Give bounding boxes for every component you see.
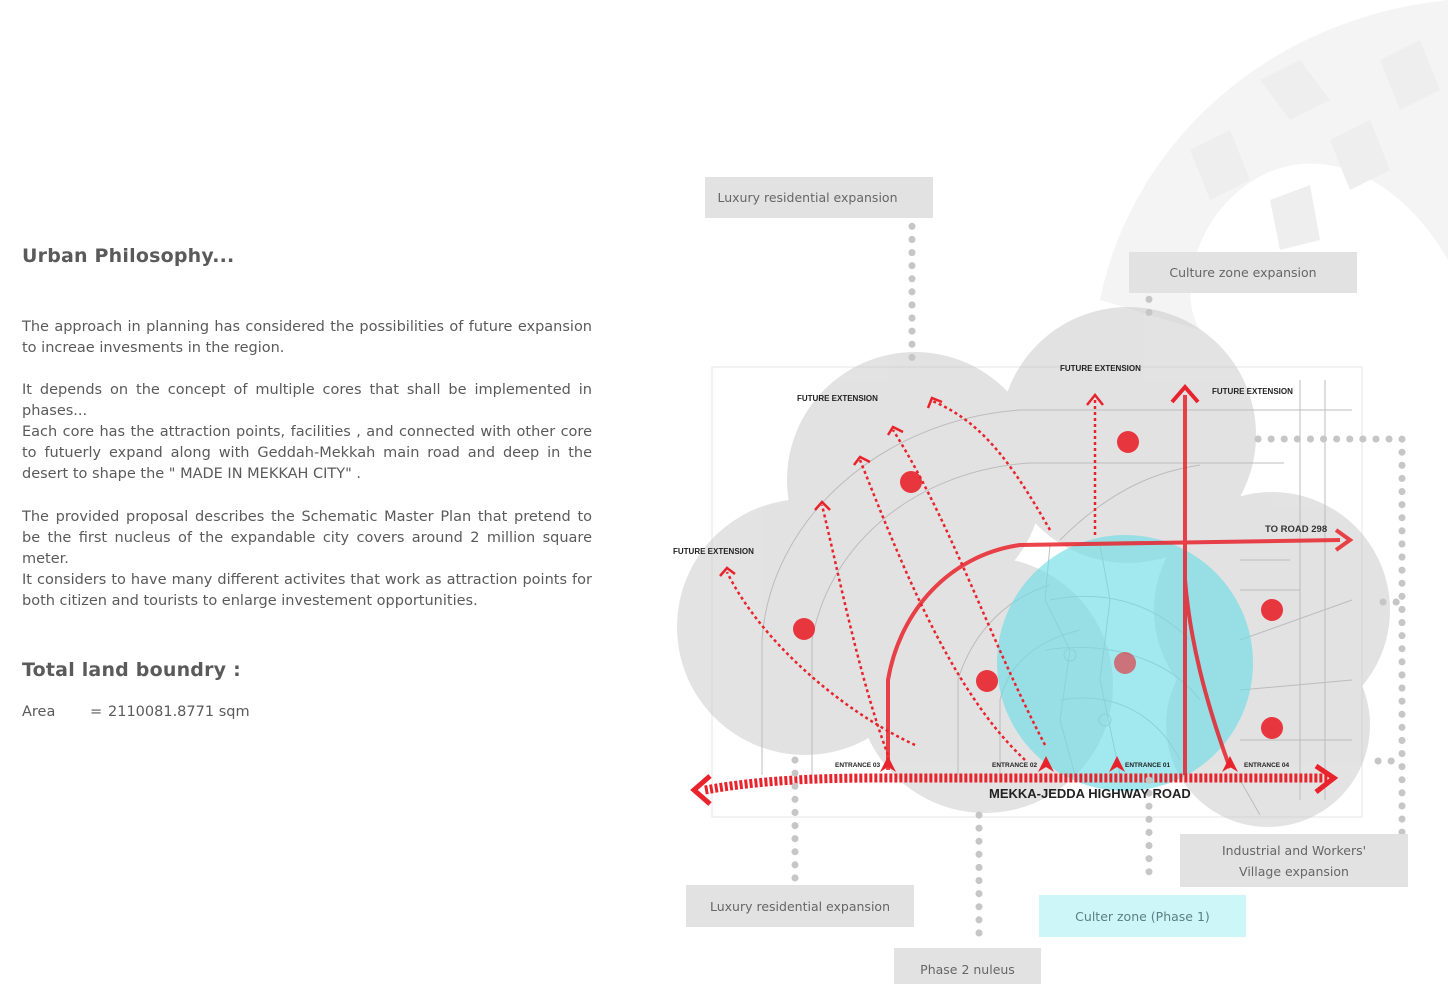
luxury-residential-top-text: Luxury residential expansion xyxy=(717,190,898,205)
luxury-residential-bottom-label xyxy=(686,885,914,927)
industrial-text-line1: Industrial and Workers' xyxy=(1221,842,1367,858)
entrance-02-label: ENTRANCE 02 xyxy=(992,762,1038,769)
paragraph-3: Each core has the attraction points, facilities , and connected with other core to futuerly expand along with Geddah-Mekkah main road and deep in the desert to shape the " MADE IN MEKKAH CITY" . xyxy=(22,424,592,482)
culter-zone-phase1-label xyxy=(1039,895,1246,937)
future-extension-label-2: FUTURE EXTENSION xyxy=(1060,364,1141,373)
future-extension-label-3: FUTURE EXTENSION xyxy=(1212,387,1293,396)
land-boundary-heading: Total land boundry : xyxy=(22,659,241,681)
page-title: Urban Philosophy... xyxy=(22,245,235,267)
area-label: Area xyxy=(22,704,56,720)
paragraph-5: It considers to have many different activites that work as attraction points for both citizen and tourists to enlarge investement opportunities. xyxy=(22,572,592,609)
highway-label: MEKKA-JEDDA HIGHWAY ROAD xyxy=(989,786,1191,801)
industrial-text-line2: Village expansion xyxy=(1239,863,1349,879)
entrance-01-label: ENTRANCE 01 xyxy=(1125,762,1171,769)
entrance-04-label: ENTRANCE 04 xyxy=(1244,762,1290,769)
paragraph-2: It depends on the concept of multiple cores that shall be implemented in phases... xyxy=(22,382,592,419)
industrial-label xyxy=(1180,834,1408,887)
phase2-nucleus-label xyxy=(894,948,1041,984)
future-extension-label-4: FUTURE EXTENSION xyxy=(673,547,754,556)
paragraph-1: The approach in planning has considered the possibilities of future expansion to increae invesments in the region. xyxy=(22,319,592,356)
phase2-nucleus-text: Phase 2 nuleus xyxy=(920,961,1015,977)
luxury-residential-bottom-text: Luxury residential expansion xyxy=(709,898,890,914)
area-equals: = xyxy=(90,704,103,720)
luxury-residential-top-label xyxy=(705,177,933,218)
area-value: 2110081.8771 sqm xyxy=(108,704,250,720)
culter-zone-phase1-text: Culter zone (Phase 1) xyxy=(1075,908,1210,924)
culture-zone-label xyxy=(1129,252,1357,293)
entrance-03-label: ENTRANCE 03 xyxy=(835,762,881,769)
to-road-label: TO ROAD 298 xyxy=(1265,524,1328,535)
culture-zone-text: Culture zone expansion xyxy=(1169,265,1317,280)
paragraph-4: The provided proposal describes the Schematic Master Plan that pretend to be the first nucleus of the expandable city covers around 2 million square meter. xyxy=(22,509,592,567)
future-extension-label-1: FUTURE EXTENSION xyxy=(797,394,878,403)
